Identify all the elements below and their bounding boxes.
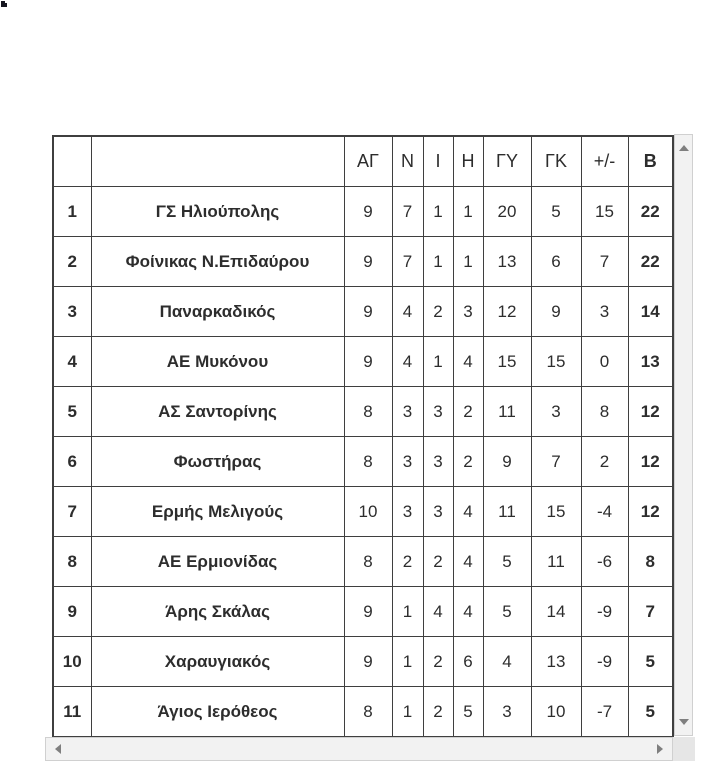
table-row [53, 287, 673, 337]
col-header-position [53, 136, 91, 187]
stat-cell: 9 [344, 637, 392, 687]
rank-cell: 5 [53, 387, 91, 437]
horizontal-scrollbar[interactable] [45, 737, 673, 761]
scroll-down-icon[interactable] [679, 719, 689, 725]
stat-cell: 2 [453, 437, 483, 487]
stat-cell: 5 [453, 687, 483, 738]
stat-cell: 2 [423, 287, 453, 337]
stat-cell: 3 [531, 387, 581, 437]
rank-cell: 9 [53, 587, 91, 637]
scroll-left-icon[interactable] [55, 744, 61, 754]
rank-cell: 11 [53, 687, 91, 738]
team-name-cell: Άρης Σκάλας [91, 587, 344, 637]
col-header-draws: Ι [423, 136, 453, 187]
stat-cell: 7 [392, 237, 423, 287]
stat-cell: 3 [483, 687, 531, 738]
rank-cell: 4 [53, 337, 91, 387]
stat-cell: 8 [344, 687, 392, 738]
stat-cell: 9 [483, 437, 531, 487]
stat-cell: -9 [581, 587, 628, 637]
stat-cell: 7 [392, 187, 423, 237]
stat-cell: 4 [423, 587, 453, 637]
points-cell: 12 [628, 387, 673, 437]
points-cell: 7 [628, 587, 673, 637]
stat-cell: 6 [453, 637, 483, 687]
stat-cell: 13 [531, 637, 581, 687]
rank-cell: 2 [53, 237, 91, 287]
stat-cell: 1 [423, 337, 453, 387]
team-name-cell: Ερμής Μελιγούς [91, 487, 344, 537]
stat-cell: 2 [581, 437, 628, 487]
points-cell: 12 [628, 487, 673, 537]
stat-cell: 3 [581, 287, 628, 337]
stat-cell: 4 [392, 287, 423, 337]
table-row [53, 487, 673, 537]
table-row [53, 387, 673, 437]
team-name-cell: ΑΕ Ερμιονίδας [91, 537, 344, 587]
stat-cell: 1 [453, 187, 483, 237]
points-cell: 12 [628, 437, 673, 487]
table-row [53, 237, 673, 287]
stat-cell: 2 [423, 687, 453, 738]
table-row [53, 187, 673, 237]
col-header-wins: Ν [392, 136, 423, 187]
stat-cell: 5 [483, 537, 531, 587]
table-row [53, 537, 673, 587]
stat-cell: 9 [344, 237, 392, 287]
stat-cell: 9 [344, 187, 392, 237]
stat-cell: 1 [392, 637, 423, 687]
stat-cell: 10 [344, 487, 392, 537]
stat-cell: 6 [531, 237, 581, 287]
rank-cell: 1 [53, 187, 91, 237]
col-header-matches: ΑΓ [344, 136, 392, 187]
scrollbar-corner [673, 737, 695, 761]
team-name-cell: ΓΣ Ηλιούπολης [91, 187, 344, 237]
stat-cell: 9 [344, 287, 392, 337]
stat-cell: 5 [531, 187, 581, 237]
stat-cell: 20 [483, 187, 531, 237]
stat-cell: 2 [423, 637, 453, 687]
team-name-cell: Φοίνικας Ν.Επιδαύρου [91, 237, 344, 287]
scroll-right-icon[interactable] [657, 744, 663, 754]
stat-cell: 11 [483, 387, 531, 437]
stat-cell: 1 [453, 237, 483, 287]
stat-cell: 3 [423, 437, 453, 487]
points-cell: 5 [628, 687, 673, 738]
col-header-goal-diff: +/- [581, 136, 628, 187]
vertical-scrollbar[interactable] [674, 134, 693, 736]
stat-cell: 15 [531, 337, 581, 387]
stat-cell: 7 [581, 237, 628, 287]
team-name-cell: Χαραυγιακός [91, 637, 344, 687]
stat-cell: 4 [453, 337, 483, 387]
stat-cell: 4 [453, 537, 483, 587]
scroll-up-icon[interactable] [679, 145, 689, 151]
stat-cell: 9 [531, 287, 581, 337]
stat-cell: 10 [531, 687, 581, 738]
stat-cell: 3 [453, 287, 483, 337]
points-cell: 8 [628, 537, 673, 587]
stat-cell: 2 [423, 537, 453, 587]
stat-cell: 1 [392, 687, 423, 738]
col-header-points: Β [628, 136, 673, 187]
stat-cell: 15 [581, 187, 628, 237]
rank-cell: 3 [53, 287, 91, 337]
stat-cell: 12 [483, 287, 531, 337]
stat-cell: 1 [423, 187, 453, 237]
team-name-cell: Φωστήρας [91, 437, 344, 487]
stat-cell: 8 [344, 537, 392, 587]
stat-cell: 3 [392, 387, 423, 437]
table-row [53, 337, 673, 387]
stat-cell: 13 [483, 237, 531, 287]
points-cell: 22 [628, 237, 673, 287]
stat-cell: -4 [581, 487, 628, 537]
stat-cell: 15 [483, 337, 531, 387]
stat-cell: 4 [453, 587, 483, 637]
favicon-artifact-icon [1, 1, 7, 7]
stat-cell: 2 [392, 537, 423, 587]
stat-cell: 8 [344, 437, 392, 487]
table-row [53, 687, 673, 738]
stat-cell: 1 [392, 587, 423, 637]
stat-cell: 1 [423, 237, 453, 287]
stat-cell: 11 [483, 487, 531, 537]
stat-cell: -7 [581, 687, 628, 738]
stat-cell: 4 [392, 337, 423, 387]
stat-cell: 14 [531, 587, 581, 637]
stat-cell: 8 [581, 387, 628, 437]
team-name-cell: Παναρκαδικός [91, 287, 344, 337]
rank-cell: 8 [53, 537, 91, 587]
stat-cell: 7 [531, 437, 581, 487]
stat-cell: 9 [344, 337, 392, 387]
league-standings-table [52, 135, 674, 738]
table-row [53, 437, 673, 487]
header-row [53, 136, 673, 187]
team-name-cell: ΑΕ Μυκόνου [91, 337, 344, 387]
col-header-team [91, 136, 344, 187]
col-header-goals-against: ΓΚ [531, 136, 581, 187]
stat-cell: 3 [392, 487, 423, 537]
rank-cell: 6 [53, 437, 91, 487]
col-header-goals-for: ΓΥ [483, 136, 531, 187]
stat-cell: 11 [531, 537, 581, 587]
points-cell: 22 [628, 187, 673, 237]
points-cell: 14 [628, 287, 673, 337]
col-header-losses: Η [453, 136, 483, 187]
stat-cell: 3 [423, 387, 453, 437]
table-row [53, 587, 673, 637]
stat-cell: 3 [392, 437, 423, 487]
rank-cell: 7 [53, 487, 91, 537]
stat-cell: 4 [483, 637, 531, 687]
team-name-cell: ΑΣ Σαντορίνης [91, 387, 344, 437]
rank-cell: 10 [53, 637, 91, 687]
stat-cell: -9 [581, 637, 628, 687]
points-cell: 5 [628, 637, 673, 687]
stat-cell: 0 [581, 337, 628, 387]
stat-cell: -6 [581, 537, 628, 587]
stat-cell: 2 [453, 387, 483, 437]
stat-cell: 3 [423, 487, 453, 537]
stat-cell: 9 [344, 587, 392, 637]
table-body [53, 187, 673, 738]
points-cell: 13 [628, 337, 673, 387]
table-row [53, 637, 673, 687]
stat-cell: 5 [483, 587, 531, 637]
stat-cell: 4 [453, 487, 483, 537]
stat-cell: 15 [531, 487, 581, 537]
team-name-cell: Άγιος Ιερόθεος [91, 687, 344, 738]
stat-cell: 8 [344, 387, 392, 437]
